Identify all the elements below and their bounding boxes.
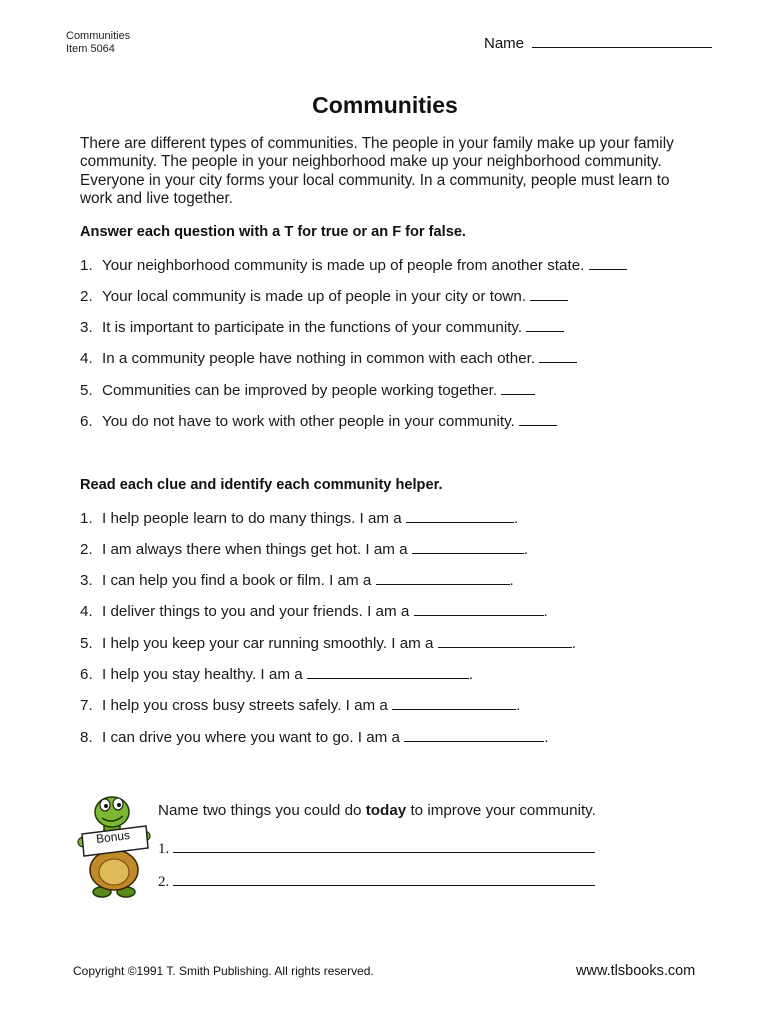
answer-blank[interactable] xyxy=(519,413,557,426)
question-number: 6. xyxy=(80,413,93,430)
bonus-answer-line-1 xyxy=(158,840,595,858)
clue-text: I help you stay healthy. I am a xyxy=(102,666,303,683)
question-text: Communities can be improved by people working together. xyxy=(102,382,498,399)
clue-text: I can help you find a book or film. I am a xyxy=(102,572,372,589)
clue-number: 6. xyxy=(80,666,93,683)
answer-blank[interactable] xyxy=(589,257,627,270)
question-text: It is important to participate in the functions of your community. xyxy=(102,319,523,336)
question-text: Your neighborhood community is made up of people from another state. xyxy=(102,257,585,274)
clue-number: 7. xyxy=(80,697,93,714)
bonus-line-number: 1. xyxy=(158,841,170,857)
clue-number: 1. xyxy=(80,510,93,527)
answer-blank[interactable] xyxy=(526,319,564,332)
tf-question xyxy=(80,413,557,430)
section2-heading: Read each clue and identify each community helper. xyxy=(80,477,443,493)
bonus-prompt xyxy=(158,802,596,819)
tf-question xyxy=(80,257,627,274)
helper-clue: 4. I deliver things to you and your friends. I am a . xyxy=(80,603,548,620)
tf-question xyxy=(80,350,577,367)
bonus-prompt-emphasis: today xyxy=(365,802,407,819)
item-number: Item 5064 xyxy=(66,43,115,55)
clue-number: 8. xyxy=(80,729,93,746)
answer-blank[interactable] xyxy=(501,382,535,395)
name-blank[interactable] xyxy=(532,35,712,48)
answer-blank[interactable] xyxy=(530,288,568,301)
clue-text: I help you cross busy streets safely. I am a xyxy=(102,697,388,714)
turtle-mascot-icon xyxy=(72,792,154,900)
helper-clue: 5. I help you keep your car running smoothly. I am a . xyxy=(80,635,576,652)
bonus-answer-blank[interactable] xyxy=(173,840,595,853)
clue-number: 2. xyxy=(80,541,93,558)
clue-text: I deliver things to you and your friends. I am a xyxy=(102,603,410,620)
answer-blank[interactable] xyxy=(392,697,516,710)
bonus-prompt-start: Name two things you could do xyxy=(158,802,362,819)
website-link[interactable]: www.tlsbooks.com xyxy=(576,963,696,979)
name-field xyxy=(484,35,712,52)
clue-text: I can drive you where you want to go. I am a xyxy=(102,729,401,746)
answer-blank[interactable] xyxy=(376,572,510,585)
answer-blank[interactable] xyxy=(406,510,514,523)
answer-blank[interactable] xyxy=(307,666,469,679)
clue-text: I am always there when things get hot. I am a xyxy=(102,541,408,558)
helper-clue: 3. I can help you find a book or film. I am a . xyxy=(80,572,514,589)
tf-question xyxy=(80,319,564,336)
copyright-notice: Copyright ©1991 T. Smith Publishing. All rights reserved. xyxy=(73,964,374,978)
bonus-answer-line-2 xyxy=(158,873,595,891)
answer-blank[interactable] xyxy=(412,541,524,554)
clue-number: 5. xyxy=(80,635,93,652)
answer-blank[interactable] xyxy=(438,635,572,648)
page-title: Communities xyxy=(312,92,458,118)
question-text: You do not have to work with other people in your community. xyxy=(102,413,515,430)
question-number: 3. xyxy=(80,319,93,336)
intro-paragraph: There are different types of communities. The people in your family make up your family community. The people in your neighborhood make up your neighborhood community. Everyone in your city forms your local community. In a community, people must learn to work and live together. xyxy=(80,135,674,207)
answer-blank[interactable] xyxy=(414,603,544,616)
clue-number: 4. xyxy=(80,603,93,620)
helper-clue: 2. I am always there when things get hot. I am a . xyxy=(80,541,529,558)
tf-question xyxy=(80,288,568,305)
answer-blank[interactable] xyxy=(404,729,544,742)
answer-blank[interactable] xyxy=(539,350,577,363)
bonus-line-number: 2. xyxy=(158,874,170,890)
question-number: 1. xyxy=(80,257,93,274)
tf-question xyxy=(80,382,535,399)
bonus-answer-blank[interactable] xyxy=(173,873,595,886)
bonus-sign-label: Bonus xyxy=(95,827,131,847)
question-text: Your local community is made up of people in your city or town. xyxy=(102,288,527,305)
question-number: 2. xyxy=(80,288,93,305)
helper-clue: 6. I help you stay healthy. I am a . xyxy=(80,666,474,683)
question-text: In a community people have nothing in common with each other. xyxy=(102,350,536,367)
worksheet-category: Communities xyxy=(66,30,131,42)
helper-clue: 8. I can drive you where you want to go. I am a . xyxy=(80,729,549,746)
clue-text: I help people learn to do many things. I am a xyxy=(102,510,402,527)
bonus-prompt-end: to improve your community. xyxy=(410,802,596,819)
clue-text: I help you keep your car running smoothly. I am a xyxy=(102,635,434,652)
helper-clue: 7. I help you cross busy streets safely. I am a . xyxy=(80,697,521,714)
name-label: Name xyxy=(484,35,525,52)
section1-heading: Answer each question with a T for true or an F for false. xyxy=(80,224,466,240)
question-number: 5. xyxy=(80,382,93,399)
question-number: 4. xyxy=(80,350,93,367)
clue-number: 3. xyxy=(80,572,93,589)
helper-clue: 1. I help people learn to do many things. I am a . xyxy=(80,510,519,527)
